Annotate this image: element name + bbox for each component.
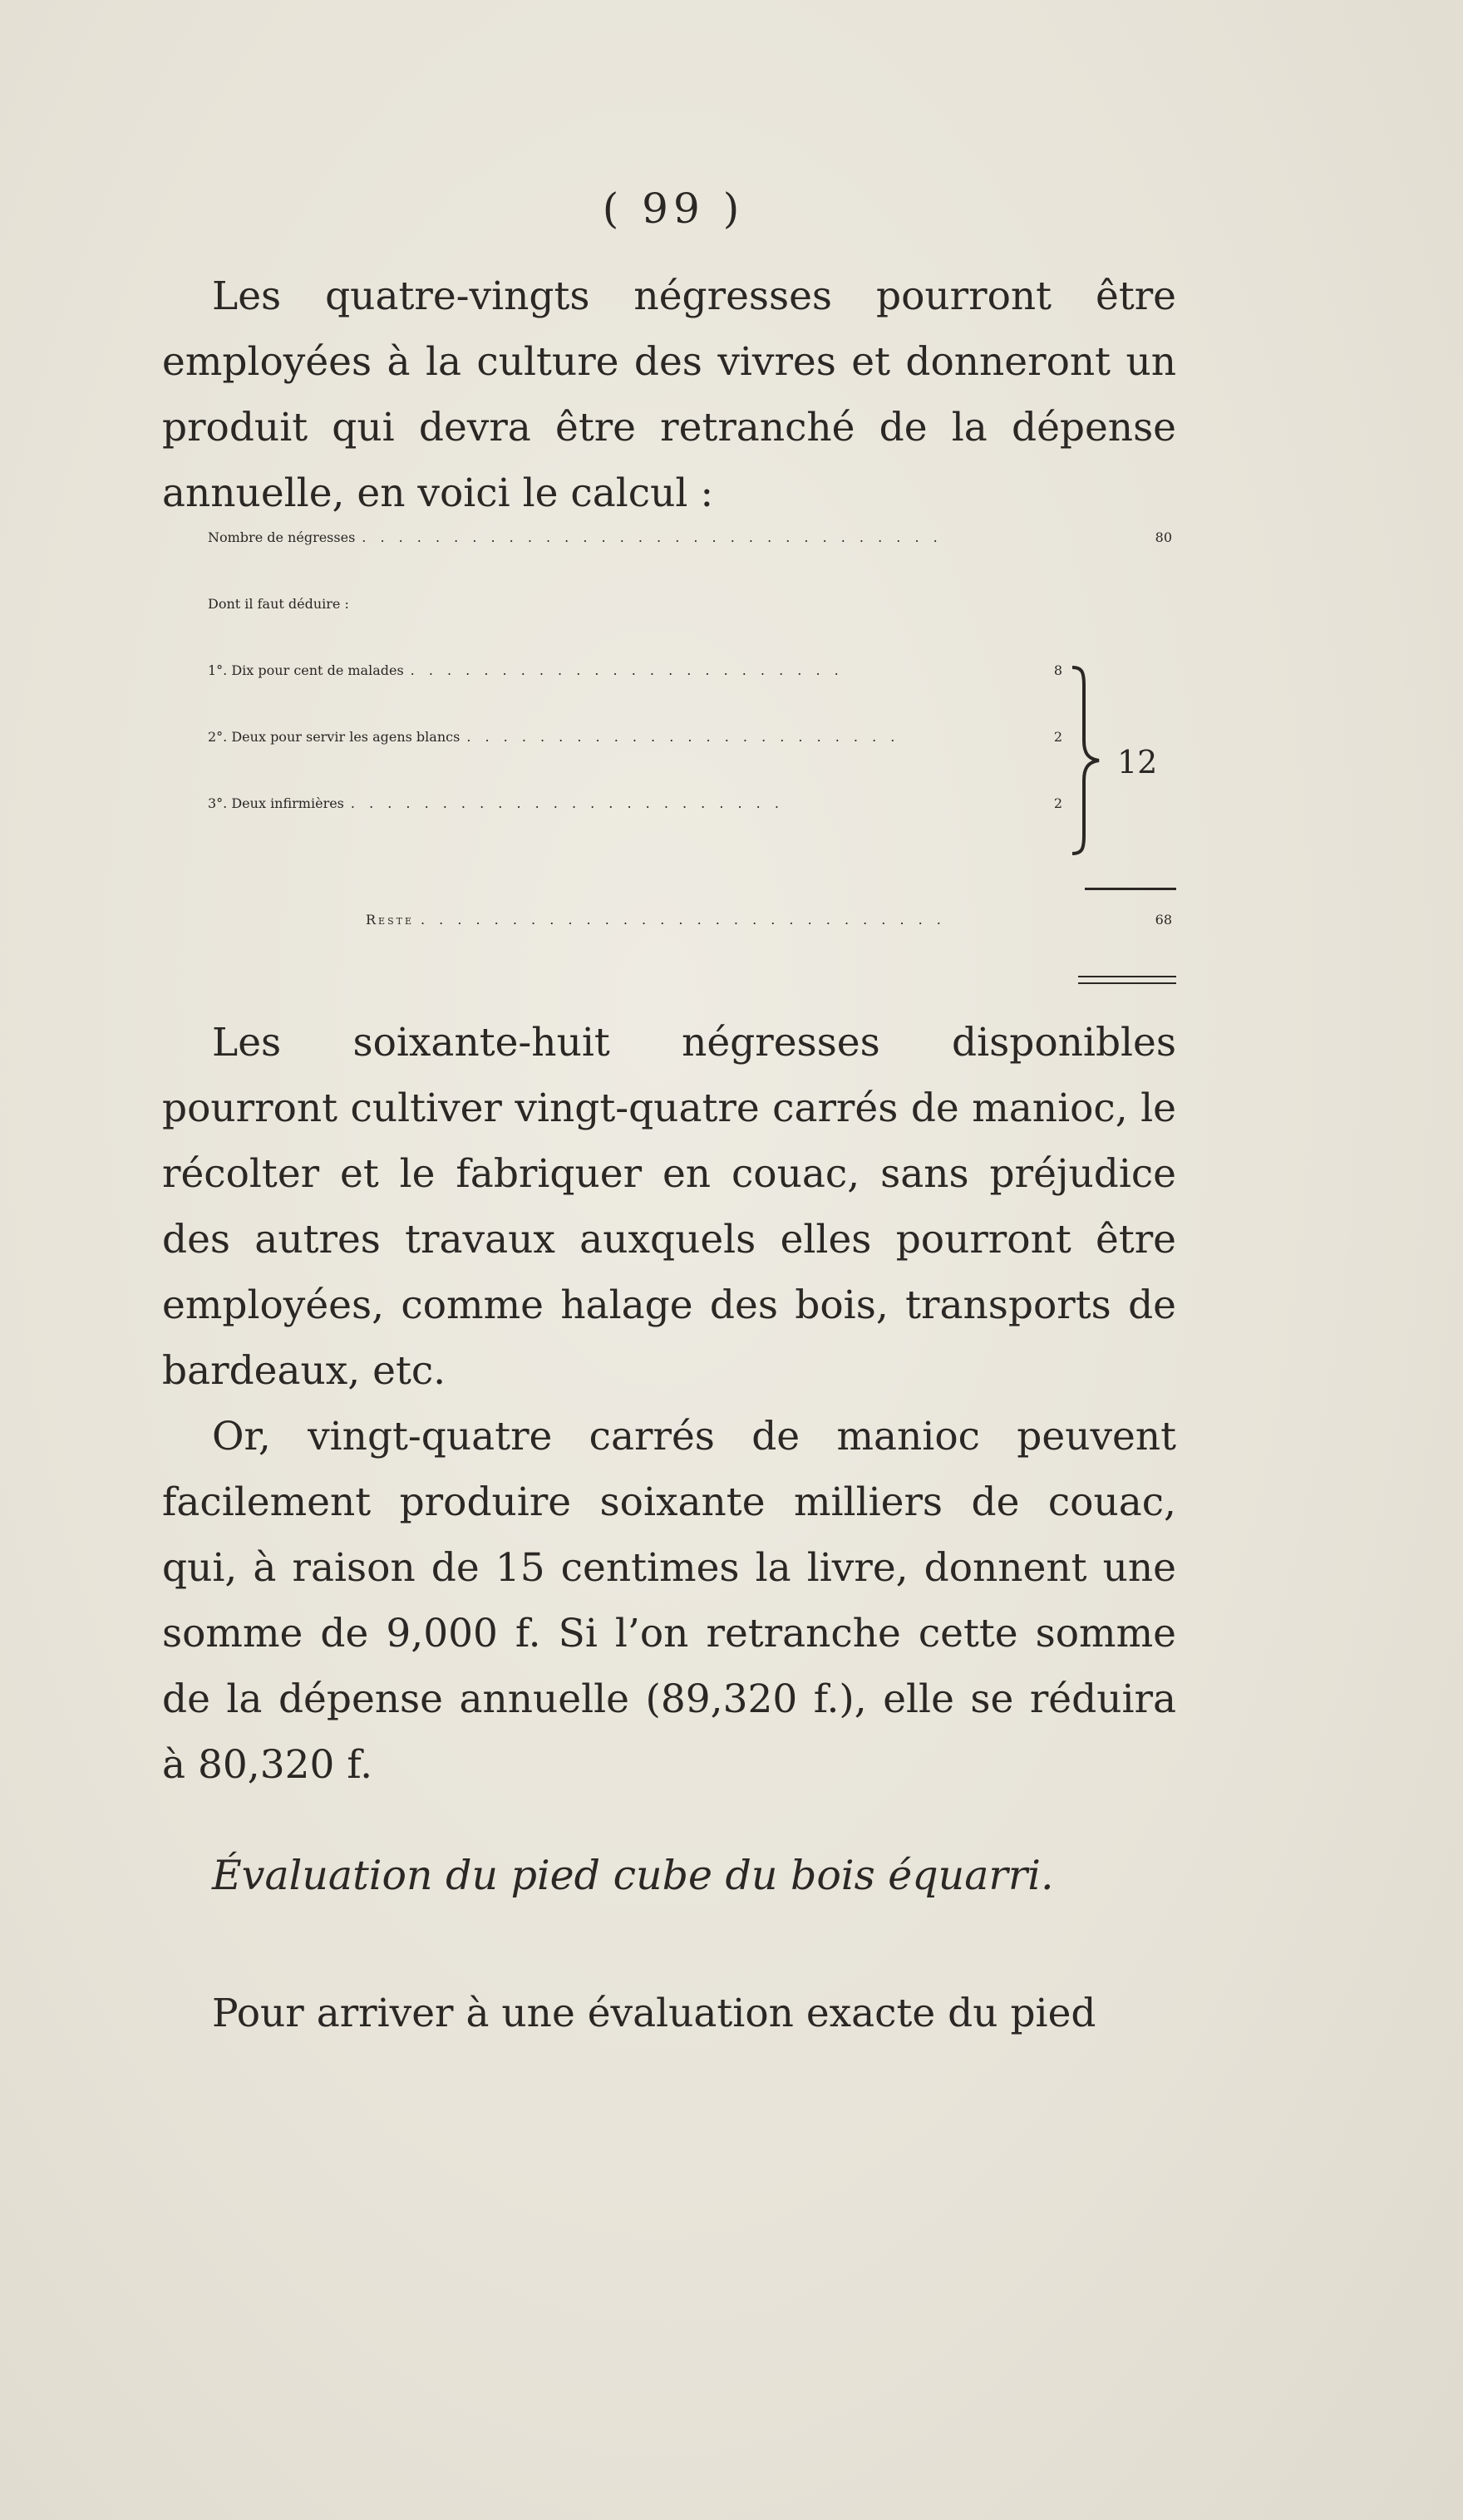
paragraph-cultivation (162, 1010, 1176, 1404)
deduction-total: 12 (1117, 744, 1158, 780)
calc-item-value: 2 (1053, 795, 1062, 811)
leader-dots: . . . . . . . . . . . . . . . . . . . . . . . . (466, 729, 900, 745)
calc-item-row (208, 795, 1062, 862)
paragraph-text: Pour arriver à une évaluation exacte du pied (212, 1991, 1096, 2036)
calc-item-label: 3°. Deux infirmières (208, 795, 344, 811)
calc-remainder-row (366, 912, 1172, 978)
leader-dots: . . . . . . . . . . . . . . . . . . . . . . . . (410, 662, 844, 678)
calc-item-label: 1°. Dix pour cent de malades (208, 662, 404, 678)
calc-item-row (208, 662, 1062, 729)
calc-total-label: Nombre de négresses (208, 529, 356, 545)
paragraph-yield (162, 1404, 1176, 1798)
calc-deduct-label: Dont il faut déduire : (208, 596, 349, 612)
calc-item-label: 2°. Deux pour servir les agens blancs (208, 729, 461, 745)
paragraph-text: Les soixante-huit négresses disponibles pourront cultiver vingt-quatre carrés de manioc, le récolter et le fabriquer en couac, sans préjudice des autres travaux auxquels elles pourront être employées, comme halage des bois, transports de bardeaux, etc. (162, 1020, 1176, 1394)
calc-deduct-row (208, 596, 1172, 662)
leader-dots: . . . . . . . . . . . . . . . . . . . . . . . . (350, 795, 784, 811)
paragraph-evaluation (162, 1981, 1176, 2046)
leader-dots: . . . . . . . . . . . . . . . . . . . . . . . . . . . . . (420, 912, 946, 928)
divider (1085, 888, 1176, 890)
divider (1078, 976, 1176, 977)
paragraph-text: Les quatre-vingts négresses pourront être employées à la culture des vivres et donneront un produit qui devra être retranché de la dépense annuelle, en voici le calcul : (162, 273, 1176, 516)
calc-remainder-label: Reste (366, 912, 414, 928)
page-number: ( 99 ) (602, 185, 745, 233)
section-heading: Évaluation du pied cube du bois équarri. (212, 1852, 1054, 1899)
paragraph-intro (162, 263, 1176, 526)
leader-dots: . . . . . . . . . . . . . . . . . . . . . . . . . . . . . . . . (362, 529, 943, 545)
calc-item-value: 2 (1053, 729, 1062, 745)
divider (1078, 982, 1176, 984)
brace-icon (1064, 661, 1114, 860)
calc-remainder-value: 68 (1155, 912, 1172, 928)
calc-total-value: 80 (1155, 529, 1172, 545)
calc-item-value: 8 (1053, 662, 1062, 678)
calc-total-row (208, 529, 1172, 596)
calc-item-row (208, 729, 1062, 795)
paragraph-text: Or, vingt-quatre carrés de manioc peuvent facilement produire soixante milliers de couac, qui, à raison de 15 centimes la livre, donnent une somme de 9,000 f. Si l’on retranche cette somme de la dépense annuelle (89,320 f.), elle se réduira à 80,320 f. (162, 1414, 1176, 1788)
